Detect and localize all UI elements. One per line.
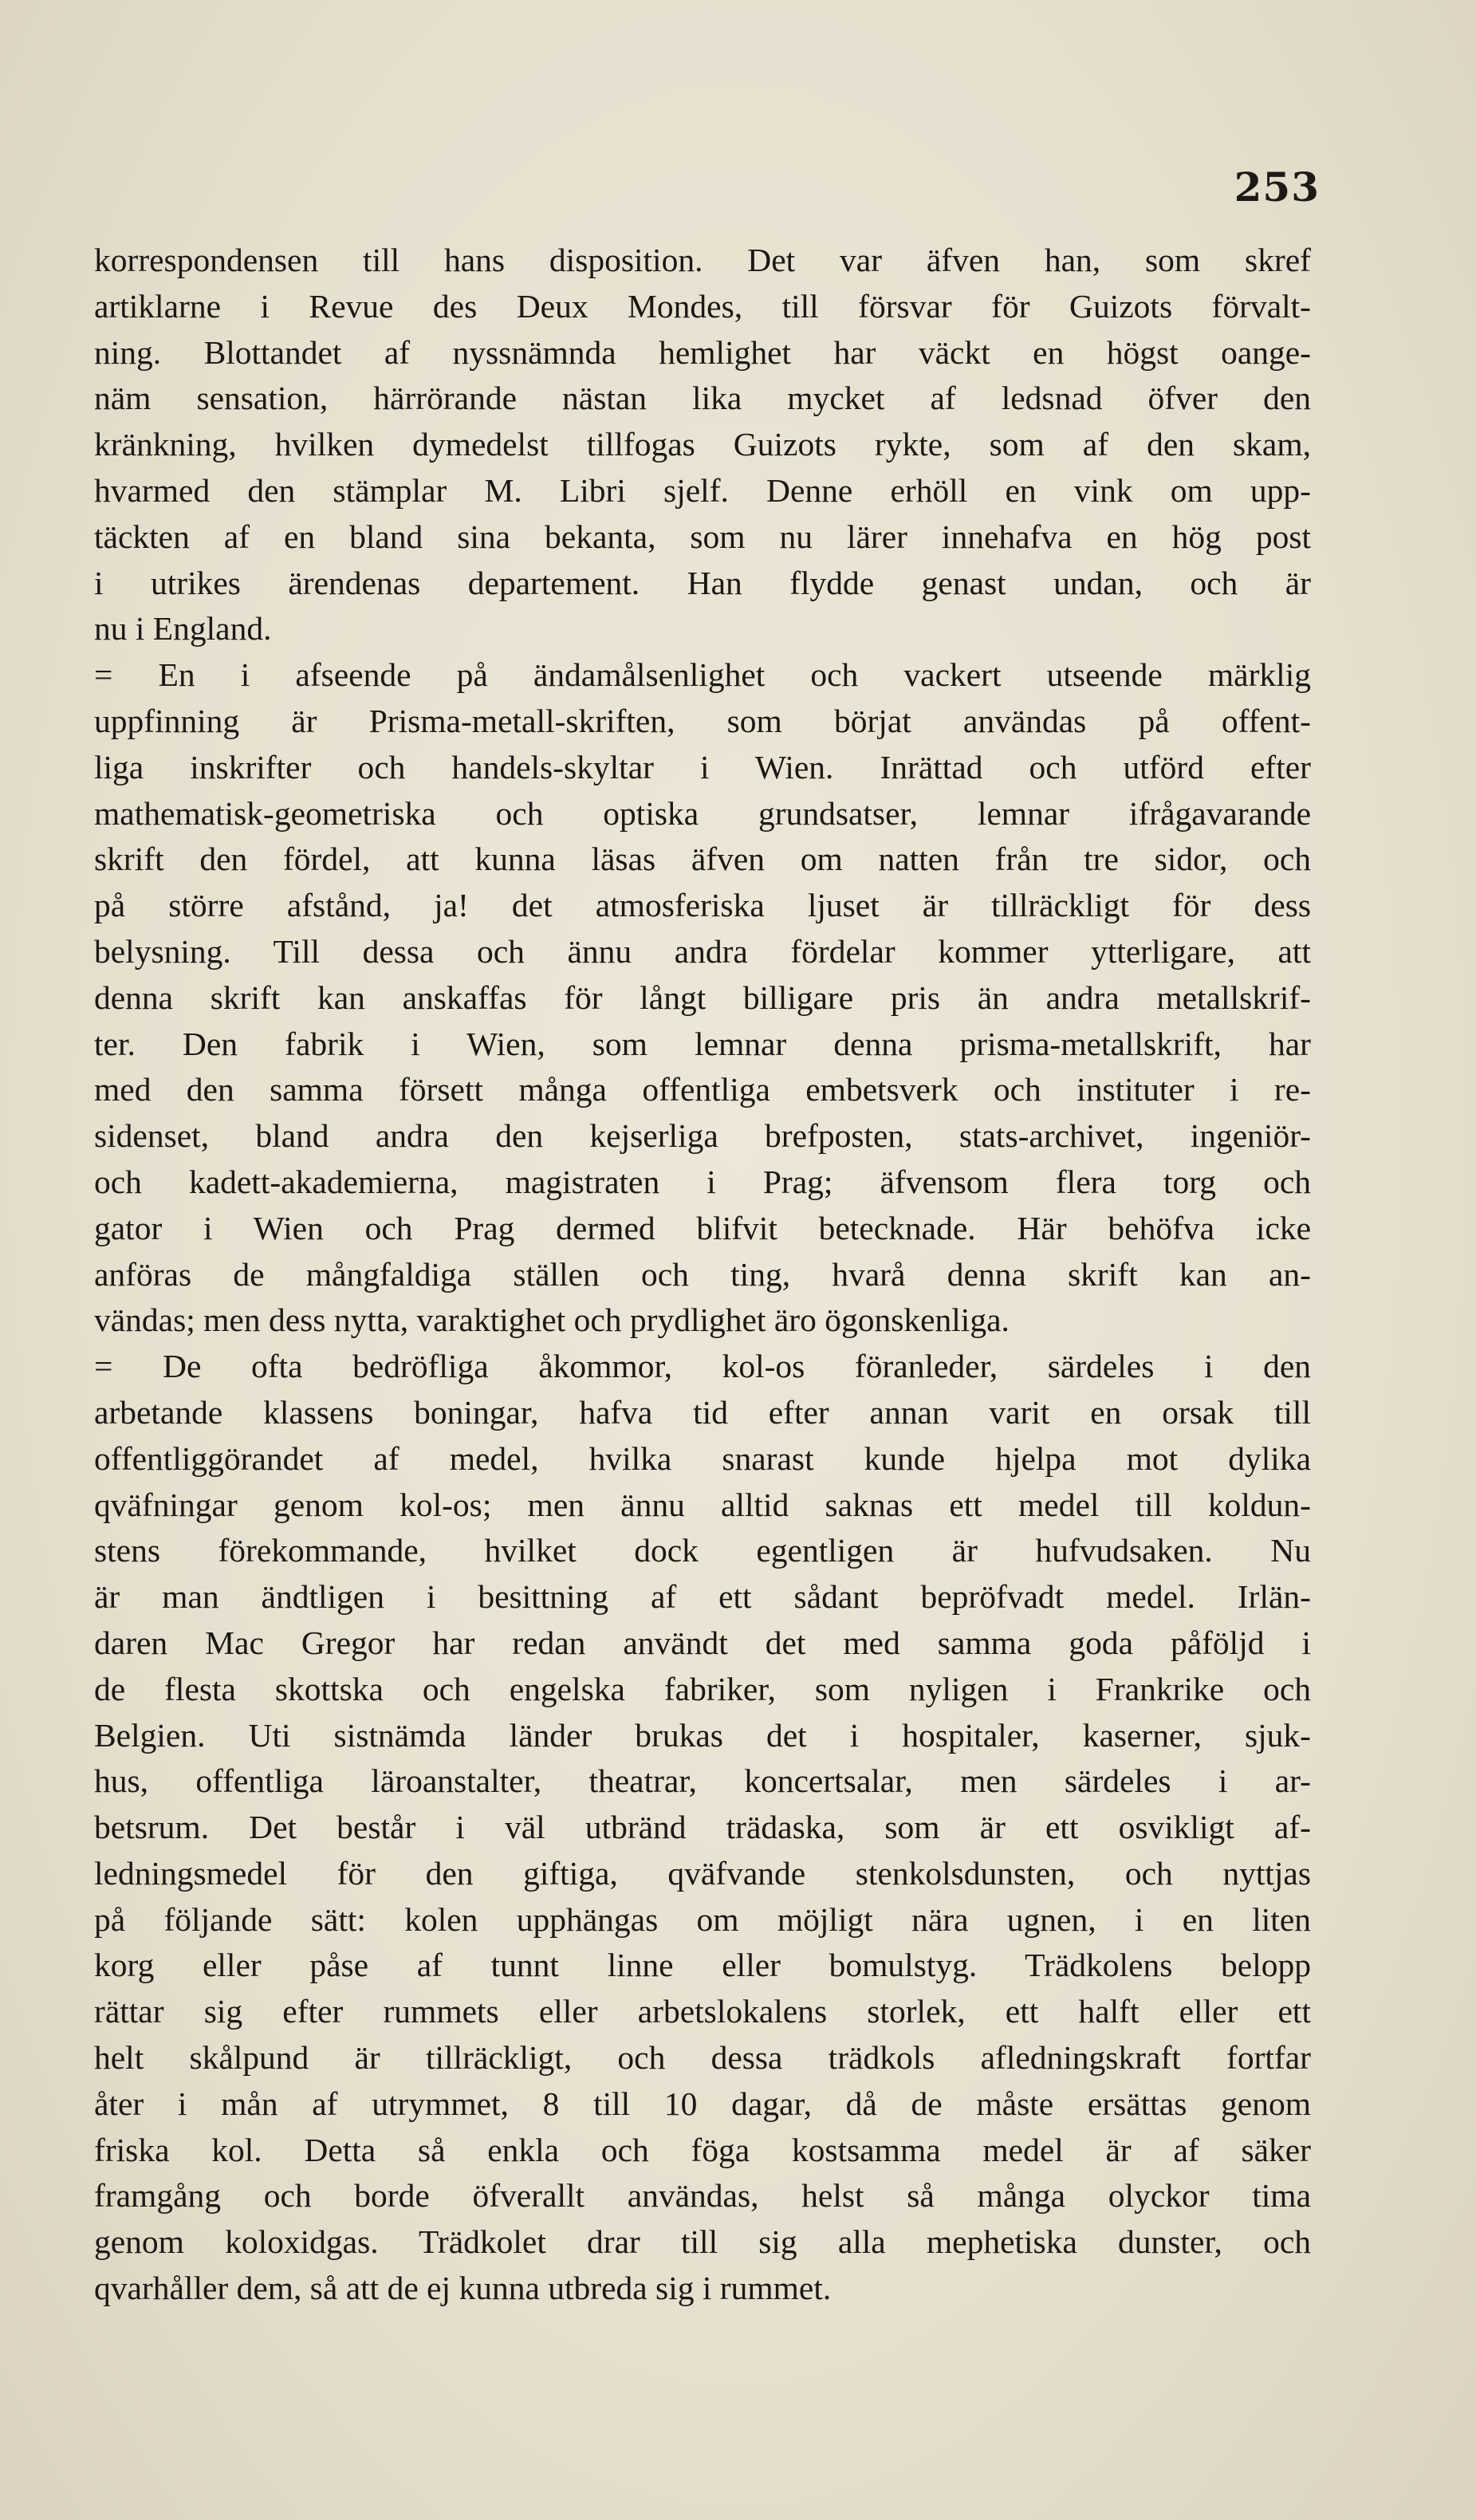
- text-line: korrespondensen till hans disposition. Det var äfven han, som skref: [94, 242, 1311, 278]
- text-line: hvarmed den stämplar M. Libri sjelf. Denne erhöll en vink om upp-: [94, 471, 1311, 509]
- text-line: friska kol. Detta så enkla och föga kostsamma medel är af säker: [94, 2131, 1311, 2168]
- text-line: genom koloxidgas. Trädkolet drar till sig alla mephetiska dunster, och: [94, 2223, 1311, 2261]
- text-line: och kadett-akademierna, magistraten i Prag; äfvensom flera torg och: [94, 1163, 1311, 1200]
- page-number: 253: [1234, 163, 1320, 211]
- text-line: hus, offentliga läroanstalter, theatrar, koncertsalar, men särdeles i ar-: [94, 1762, 1311, 1800]
- text-line: på större afstånd, ja! det atmosferiska ljuset är tillräckligt för dess: [94, 887, 1311, 924]
- text-line: på följande sätt: kolen upphängas om möjligt nära ugnen, i en liten: [94, 1900, 1311, 1938]
- text-line: näm sensation, härrörande nästan lika mycket af ledsnad öfver den: [94, 380, 1311, 417]
- text-line: = En i afseende på ändamålsenlighet och vackert utseende märklig: [94, 656, 1311, 694]
- text-line: kränkning, hvilken dymedelst tillfogas Guizots rykte, som af den skam,: [94, 426, 1311, 463]
- text-line: åter i mån af utrymmet, 8 till 10 dagar, då de måste ersättas genom: [94, 2085, 1311, 2122]
- text-line: framgång och borde öfverallt användas, helst så många olyckor tima: [94, 2177, 1311, 2215]
- text-line: ter. Den fabrik i Wien, som lemnar denna prisma-metallskrift, har: [94, 1025, 1311, 1062]
- text-line: anföras de mångfaldiga ställen och ting, hvarå denna skrift kan an-: [94, 1255, 1311, 1293]
- text-line: uppfinning är Prisma-metall-skriften, som börjat användas på offent-: [94, 702, 1311, 739]
- text-line: ledningsmedel för den giftiga, qväfvande stenkolsdunsten, och nyttjas: [94, 1854, 1311, 1892]
- text-line: stens förekommande, hvilket dock egentligen är hufvudsaken. Nu: [94, 1532, 1311, 1569]
- text-line: qväfningar genom kol-os; men ännu alltid saknas ett medel till koldun-: [94, 1486, 1311, 1523]
- text-line: helt skålpund är tillräckligt, och dessa trädkols afledningskraft fortfar: [94, 2039, 1311, 2077]
- text-line: gator i Wien och Prag dermed blifvit betecknade. Här behöfva icke: [94, 1209, 1311, 1246]
- text-line: liga inskrifter och handels-skyltar i Wien. Inrättad och utförd efter: [94, 748, 1311, 786]
- text-line: betsrum. Det består i väl utbränd trädaska, som är ett osvikligt af-: [94, 1809, 1311, 1846]
- text-line: artiklarne i Revue des Deux Mondes, till försvar för Guizots förvalt-: [94, 287, 1311, 325]
- text-line: ning. Blottandet af nyssnämnda hemlighet har väckt en högst oange-: [94, 333, 1311, 371]
- text-line: mathematisk-geometriska och optiska grundsatser, lemnar ifrågavarande: [94, 794, 1311, 832]
- text-line: offentliggörandet af medel, hvilka snarast kunde hjelpa mot dylika: [94, 1439, 1311, 1477]
- text-line: belysning. Till dessa och ännu andra fördelar kommer ytterligare, att: [94, 932, 1311, 970]
- text-line: daren Mac Gregor har redan användt det med samma goda påföljd i: [94, 1624, 1311, 1661]
- text-line: med den samma försett många offentliga embetsverk och instituter i re-: [94, 1071, 1311, 1108]
- text-line: = De ofta bedröfliga åkommor, kol-os föranleder, särdeles i den: [94, 1348, 1311, 1385]
- text-line: i utrikes ärendenas departement. Han flydde genast undan, och är: [94, 564, 1311, 601]
- text-line: nu i England.: [94, 610, 272, 648]
- text-line: de flesta skottska och engelska fabriker, som nyligen i Frankrike och: [94, 1670, 1311, 1707]
- body-text: [94, 238, 1311, 2312]
- text-line: är man ändtligen i besittning af ett sådant bepröfvadt medel. Irlän-: [94, 1578, 1311, 1616]
- text-line: täckten af en bland sina bekanta, som nu lärer innehafva en hög post: [94, 518, 1311, 555]
- text-line: vändas; men dess nytta, varaktighet och prydlighet äro ögonskenliga.: [94, 1301, 1010, 1339]
- text-line: rättar sig efter rummets eller arbetslokalens storlek, ett halft eller ett: [94, 1993, 1311, 2030]
- text-line: denna skrift kan anskaffas för långt billigare pris än andra metallskrif-: [94, 978, 1311, 1016]
- text-line: arbetande klassens boningar, hafva tid efter annan varit en orsak till: [94, 1393, 1311, 1431]
- text-line: Belgien. Uti sistnämda länder brukas det i hospitaler, kaserner, sjuk-: [94, 1716, 1311, 1754]
- text-line: sidenset, bland andra den kejserliga brefposten, stats-archivet, ingeniör-: [94, 1117, 1311, 1155]
- text-line: qvarhåller dem, så att de ej kunna utbreda sig i rummet.: [94, 2270, 832, 2307]
- text-line: skrift den fördel, att kunna läsas äfven om natten från tre sidor, och: [94, 841, 1311, 878]
- text-line: korg eller påse af tunnt linne eller bomulstyg. Trädkolens belopp: [94, 1947, 1311, 1984]
